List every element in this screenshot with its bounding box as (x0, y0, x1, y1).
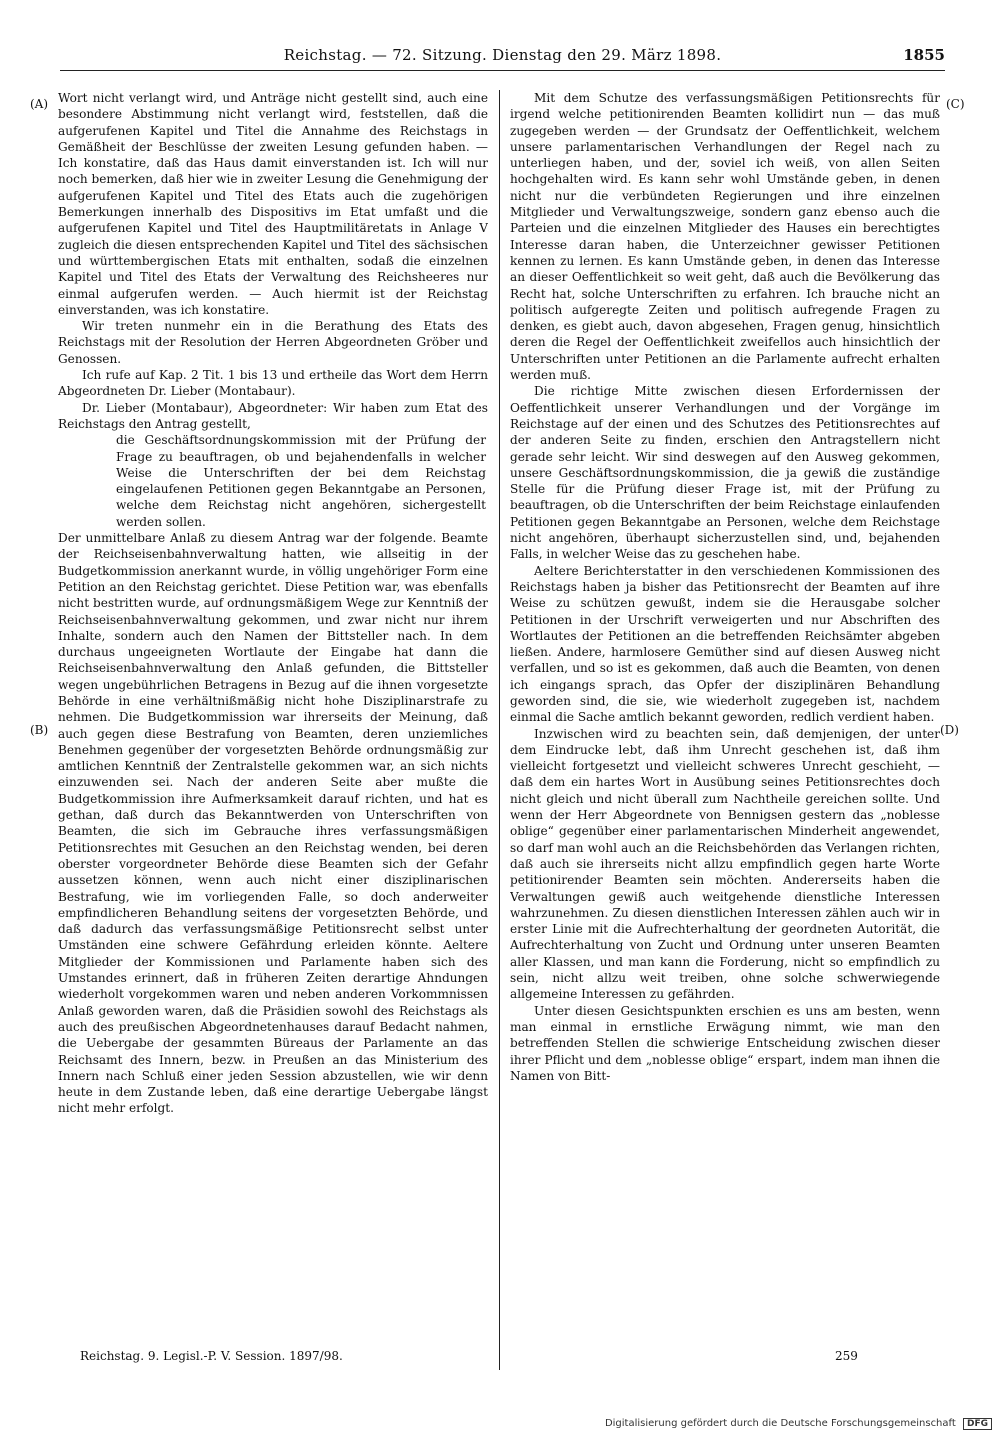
running-header (60, 44, 945, 71)
dfg-logo: DFG (963, 1418, 992, 1430)
left-column (58, 90, 488, 1370)
right-paragraph-5: Unter diesen Gesichtspunkten erschien es uns am besten, wenn man einmal in ernstliche Erwägung nimmt, wie man den betreffenden Stellen die schwierige Entscheidung zwischen dieser ihrer Pflicht und dem „noblesse oblige“ erspart, indem man ihnen die Namen von Bitt- (510, 1003, 940, 1083)
right-column (510, 90, 940, 1370)
left-paragraph-1: Wort nicht verlangt wird, und Anträge nicht gestellt sind, auch eine besondere Abstimmung nicht verlangt wird, feststellen, daß die aufgerufenen Kapitel und Titel die Annahme des Reichstags in Gemäßheit der Beschlüsse der zweiten Lesung gefunden haben. — Ich konstatire, daß das Haus damit einverstanden ist. Ich will nur noch bemerken, daß hier wie in zweiter Lesung die Genehmigung der aufgerufenen Kapitel und Titel des Etats auch die zugehörigen Bemerkungen innerhalb des Dispositivs im Etat umfaßt und die aufgerufenen Kapitel und Titel des Hauptmilitäretats in Anlage V zugleich die diesen entsprechenden Kapitel und Titel des sächsischen und württembergischen Etats mit enthalten, sodaß die einzelnen Kapitel und Titel des Etats der Verwaltung des Reichsheeres nur einmal aufgerufen werden. — Auch hiermit ist der Reichstag einverstanden, was ich konstatire. (58, 91, 488, 317)
right-paragraph-2: Die richtige Mitte zwischen diesen Erfordernissen der Oeffentlichkeit unserer Verhandlungen und der Vorgänge im Reichstage auf der einen und des Schutzes des Petitionsrechtes auf der anderen Seite zu finden, erschien den Antragstellern nicht gerade sehr leicht. Wir sind deswegen auf den Ausweg gekommen, unsere Geschäftsordnungskommission, die ja gewiß die zuständige Stelle für die Prüfung dieser Frage ist, mit der Prüfung zu beauftragen, ob die Unterschriften der beim Reichstage einlaufenden Petitionen gegen Bekanntgabe an Personen, welche dem Reichstage nicht angehören, überhaupt sicherzustellen sind, und, bejahenden Falls, in welcher Weise das zu geschehen habe. (510, 384, 940, 562)
page-number: 1855 (903, 46, 945, 64)
margin-mark-a: (A) (30, 97, 49, 111)
left-paragraph-2: Wir treten nunmehr ein in die Berathung des Etats des Reichstags mit der Resolution der Herren Abgeordneten Gröber und Genossen. (58, 319, 488, 366)
left-paragraph-4: Dr. Lieber (Montabaur), Abgeordneter: Wir haben zum Etat des Reichstags den Antrag gestellt, (58, 400, 488, 431)
digitization-credit (605, 1418, 992, 1430)
column-divider (499, 90, 500, 1370)
running-title: Reichstag. — 72. Sitzung. Dienstag den 29. März 1898. (283, 46, 722, 64)
margin-mark-b: (B) (30, 723, 49, 737)
right-paragraph-3: Aeltere Berichterstatter in den verschiedenen Kommissionen des Reichstags haben ja bisher das Petitionsrecht der Beamten auf ihre Weise zu schützen gewußt, indem sie die Herausgabe solcher Petitionen in der Urschrift verweigerten und nur Abschriften des Wortlautes der Petitionen an die betreffenden Reichsämter abgeben ließen. Andere, harmlosere Gemüther sind auf diesen Ausweg nicht verfallen, und so ist es gekommen, daß auch die Beamten, von denen ich eingangs sprach, das Opfer der disziplinären Behandlung geworden sind, die sie, wie wiederholt zugegeben ist, nachdem einmal die Sache amtlich bekannt geworden, redlich verdient haben. (510, 563, 940, 725)
right-paragraph-4: Inzwischen wird zu beachten sein, daß demjenigen, der unter dem Eindrucke lebt, daß ihm Unrecht geschehen ist, daß ihm vielleicht fortgesetzt und vielleicht schweres Unrecht geschieht, — daß dem ein hartes Wort in Ausübung seines Petitionsrechtes doch nicht gleich und nicht überall zum Nachtheile gereichen sollte. Und wenn der Herr Abgeordnete von Bennigsen gestern das „noblesse oblige“ gegenüber einer parlamentarischen Minderheit angewendet, so darf man wohl auch an die Reichsbehörden das Verlangen richten, daß auch sie ihrerseits nicht allzu empfindlich gegen harte Worte petitionirender Beamten sein möchten. Andererseits haben die Verwaltungen gewiß auch weitgehende dienstliche Interessen wahrzunehmen. Zu diesen dienstlichen Interessen zählen auch wir in erster Linie mit die Aufrechterhaltung der geordneten Autorität, die Aufrechterhaltung von Zucht und Ordnung unter unseren Beamten aller Klassen, und man kann die Forderung, nicht so empfindlich zu sein, nicht allzu weit treiben, ohne solche schwerwiegende allgemeine Interessen zu gefährden. (510, 726, 940, 1002)
left-paragraph-3: Ich rufe auf Kap. 2 Tit. 1 bis 13 und ertheile das Wort dem Herrn Abgeordneten Dr. Lieber (Montabaur). (58, 368, 488, 399)
margin-mark-c: (C) (946, 97, 965, 111)
credit-text: Digitalisierung gefördert durch die Deutsche Forschungsgemeinschaft (604, 1418, 956, 1429)
sheet-number: 259 (835, 1349, 858, 1363)
session-footnote: Reichstag. 9. Legisl.-P. V. Session. 1897/98. (80, 1349, 343, 1363)
left-paragraph-motion: die Geschäftsordnungskommission mit der Prüfung der Frage zu beauftragen, ob und bejahendenfalls in welcher Weise die Unterschriften der bei dem Reichstag eingelaufenen Petitionen gegen Bekanntgabe an Personen, welche dem Reichstag nicht angehören, sichergestellt werden sollen. (116, 433, 486, 529)
left-paragraph-6: Der unmittelbare Anlaß zu diesem Antrag war der folgende. Beamte der Reichseisenbahnverwaltung hatten, wie allseitig in der Budgetkommission anerkannt wurde, in völlig ungehöriger Form eine Petition an den Reichstag gerichtet. Diese Petition war, was ebenfalls nicht bestritten wurde, auf ordnungsmäßigem Wege zur Kenntniß der Reichseisenbahnverwaltung gekommen, und zwar nicht nur ihrem Inhalte, sondern auch den Namen der Bittsteller nach. In dem durchaus ungeeigneten Wortlaute der Eingabe hat dann die Reichseisenbahnverwaltung den Anlaß gefunden, die Bittsteller wegen ungebührlichen Betragens in Bezug auf die ihnen vorgesetzte Behörde in eine verhältnißmäßig nicht hohe Disziplinarstrafe zu nehmen. Die Budgetkommission war ihrerseits der Meinung, daß auch gegen diese Bestrafung von Beamten, deren unziemliches Benehmen gegenüber der vorgesetzten Behörde ordnungsmäßig zur amtlichen Kenntniß der Zentralstelle gekommen war, an sich nichts einzuwenden sei. Nach der anderen Seite aber mußte die Budgetkommission ihre Aufmerksamkeit darauf richten, und hat es gethan, daß durch das Bekanntwerden von Unterschriften von Beamten, die sich im Gebrauche ihres verfassungsmäßigen Petitionsrechtes mit Gesuchen an den Reichstag wenden, bei deren oberster vorgeordneter Behörde diese Beamten sich der Gefahr aussetzen können, wenn auch nicht einer disziplinarischen Bestrafung, wie im vorliegenden Falle, so doch anderweiter empfindlicheren Behandlung seitens der vorgesetzten Behörde, und daß dadurch das verfassungsmäßige Petitionsrecht selbst unter Umständen eine schwere Gefährdung erleiden könnte. Aeltere Mitglieder der Kommissionen und Parlamente haben sich des Umstandes erinnert, daß in früheren Zeiten derartige Ahndungen wiederholt vorgekommen waren und neben anderen Vorkommnissen Anlaß geworden waren, daß die Präsidien sowohl des Reichstags als auch des preußischen Abgeordnetenhauses darauf Bedacht nahmen, die Uebergabe der gesammten Büreaus der Parlamente an das Reichsamt des Innern, bezw. in Preußen an das Ministerium des Innern nach Schluß einer jeden Session abzustellen, wie wir denn heute in dem Zustande leben, daß eine derartige Uebergabe längst nicht mehr erfolgt. (58, 531, 488, 1116)
margin-mark-d: (D) (940, 723, 959, 737)
right-paragraph-1: Mit dem Schutze des verfassungsmäßigen Petitionsrechts für irgend welche petitionirenden Beamten kollidirt nun — das muß zugegeben werden — der Grundsatz der Oeffentlichkeit, welchem unsere parlamentarischen Verhandlungen der Regel nach zu unterliegen haben, und der, soviel ich weiß, von allen Seiten hochgehalten wird. Es kann sehr wohl Umstände geben, in denen nicht nur die verbündeten Regierungen und ihre einzelnen Mitglieder und Verwaltungszweige, sondern ganz ebenso auch die Parteien und die einzelnen Mitglieder des Hauses ein berechtigtes Interesse daran haben, die Unterzeichner gewisser Petitionen kennen zu lernen. Es kann Umstände geben, in denen das Interesse an dieser Oeffentlichkeit so weit geht, daß auch die Bevölkerung das Recht hat, solche Unterschriften zu erfahren. Ich brauche nicht an politisch aufgeregte Zeiten und politisch aufregende Fragen zu denken, es giebt auch, davon abgesehen, Fragen genug, hinsichtlich deren die Regel der Oeffentlichkeit zweifellos auch hinsichtlich der Unterschriften unter Petitionen an die Parlamente aufrecht erhalten werden muß. (510, 91, 940, 383)
